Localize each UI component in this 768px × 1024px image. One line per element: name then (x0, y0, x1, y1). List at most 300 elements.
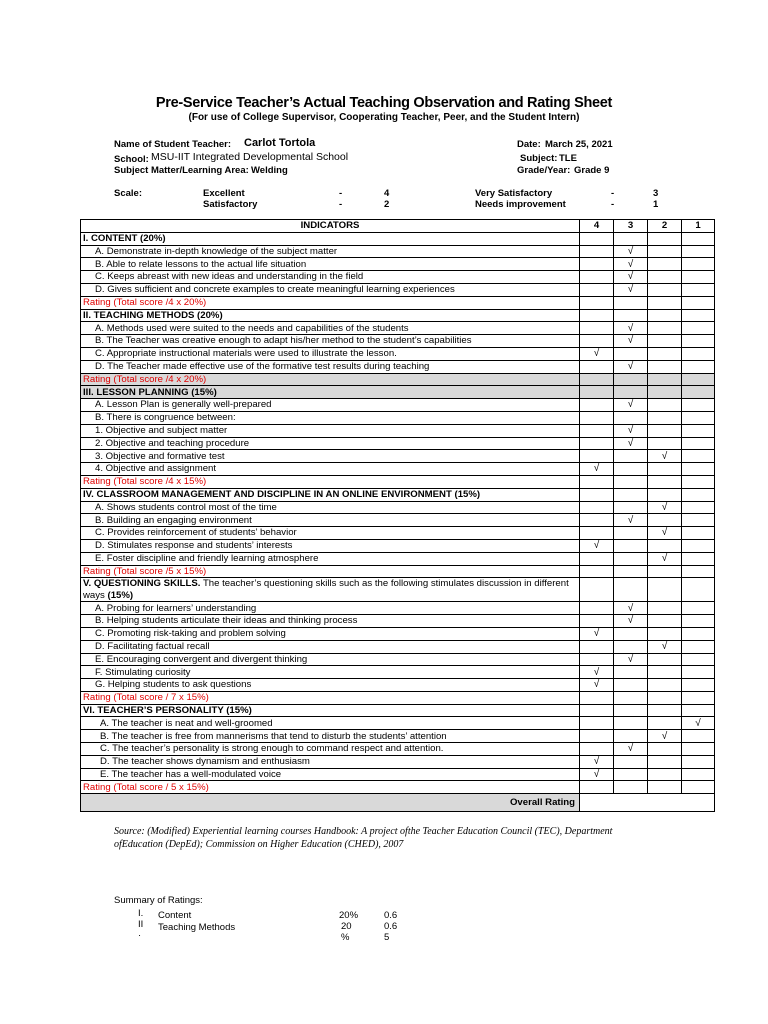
indicator-row (81, 411, 715, 424)
score-cell-4 (580, 232, 614, 245)
score-cell-4 (580, 424, 614, 437)
indicator-text: C. Keeps abreast with new ideas and understanding in the field (81, 271, 580, 284)
score-cell-4 (580, 488, 614, 501)
subject-area-value: Welding (251, 165, 288, 176)
scale-very-satisfactory-value: 3 (653, 188, 659, 199)
scale-excellent-value: 4 (384, 188, 390, 199)
indicator-text: B. Building an engaging environment (81, 514, 580, 527)
score-cell-3 (614, 781, 648, 794)
indicator-text: B. The Teacher was creative enough to adapt his/her method to the student’s capabilities (81, 335, 580, 348)
indicator-text: B. Helping students articulate their ideas and thinking process (81, 615, 580, 628)
overall-rating-row (81, 794, 715, 812)
indicator-row (81, 360, 715, 373)
score-cell-4 (580, 437, 614, 450)
score-cell-4 (580, 640, 614, 653)
indicator-row (81, 283, 715, 296)
score-cell-2 (648, 717, 682, 730)
score-cell-1 (682, 450, 715, 463)
score-cell-2 (648, 488, 682, 501)
section-heading (81, 578, 580, 602)
indicator-text: E. Encouraging convergent and divergent thinking (81, 653, 580, 666)
score-cell-2 (648, 666, 682, 679)
score-cell-1 (682, 552, 715, 565)
indicator-text: D. Stimulates response and students’ interests (81, 539, 580, 552)
section-heading: II. TEACHING METHODS (20%) (81, 309, 580, 322)
rating-formula: Rating (Total score /4 x 20%) (81, 296, 580, 309)
scale-excellent-dash: - (339, 188, 343, 199)
score-cell-3 (614, 527, 648, 540)
score-cell-3 (614, 386, 648, 399)
scale-satisfactory-dash: - (339, 199, 343, 210)
check-mark-icon: √ (614, 399, 648, 412)
indicator-text: B. The teacher is free from mannerisms that tend to disturb the students’ attention (81, 730, 580, 743)
check-mark-icon: √ (580, 627, 614, 640)
score-cell-3 (614, 475, 648, 488)
indicator-text: A. Demonstrate in-depth knowledge of the subject matter (81, 245, 580, 258)
rating-formula: Rating (Total score /4 x 15%) (81, 475, 580, 488)
indicator-row (81, 347, 715, 360)
score-cell-2 (648, 565, 682, 578)
section-description: The teacher’s questioning skills such as the following stimulates discussion in different ways (83, 578, 569, 601)
indicator-text: B. Able to relate lessons to the actual life situation (81, 258, 580, 271)
check-mark-icon: √ (648, 527, 682, 540)
indicator-row (81, 258, 715, 271)
score-cell-4 (580, 360, 614, 373)
check-mark-icon: √ (580, 679, 614, 692)
section-row (81, 386, 715, 399)
summary-row-num: II (138, 919, 144, 930)
check-mark-icon: √ (648, 640, 682, 653)
score-cell-3 (614, 679, 648, 692)
scale-needs-improvement-label: Needs improvement (475, 199, 566, 210)
check-mark-icon: √ (614, 245, 648, 258)
score-cell-4 (580, 565, 614, 578)
section-row (81, 578, 715, 602)
score-cell-1 (682, 501, 715, 514)
summary-row-name: Content (158, 910, 192, 921)
score-cell-1 (682, 335, 715, 348)
score-cell-1 (682, 691, 715, 704)
scale-needs-improvement-value: 1 (653, 199, 659, 210)
score-cell-2 (648, 283, 682, 296)
score-cell-4 (580, 691, 614, 704)
score-cell-2 (648, 781, 682, 794)
score-cell-4 (580, 653, 614, 666)
score-cell-1 (682, 373, 715, 386)
indicator-text: B. There is congruence between: (81, 411, 580, 424)
indicator-row (81, 463, 715, 476)
indicator-text: 2. Objective and teaching procedure (81, 437, 580, 450)
score-cell-3 (614, 565, 648, 578)
rating-formula-row (81, 296, 715, 309)
check-mark-icon: √ (614, 322, 648, 335)
score-cell-2 (648, 347, 682, 360)
section-row (81, 704, 715, 717)
indicator-text: C. The teacher’s personality is strong enough to command respect and attention. (81, 743, 580, 756)
score-cell-4 (580, 730, 614, 743)
indicator-text: A. Shows students control most of the time (81, 501, 580, 514)
score-cell-1 (682, 666, 715, 679)
indicator-row (81, 539, 715, 552)
header-score-1: 1 (682, 220, 715, 233)
score-cell-1 (682, 437, 715, 450)
score-cell-2 (648, 245, 682, 258)
indicator-row (81, 552, 715, 565)
summary-row-name: Teaching Methods (158, 922, 236, 933)
check-mark-icon: √ (648, 552, 682, 565)
score-cell-1 (682, 386, 715, 399)
section-weight: (15%) (104, 589, 134, 601)
indicator-row (81, 322, 715, 335)
score-cell-2 (648, 271, 682, 284)
section-heading: I. CONTENT (20%) (81, 232, 580, 245)
indicator-text: C. Provides reinforcement of students’ behavior (81, 527, 580, 540)
indicator-row (81, 679, 715, 692)
score-cell-2 (648, 232, 682, 245)
section-heading: VI. TEACHER’S PERSONALITY (15%) (81, 704, 580, 717)
indicator-text: D. Facilitating factual recall (81, 640, 580, 653)
check-mark-icon: √ (614, 615, 648, 628)
summary-row-num: I. (138, 908, 144, 919)
indicator-row (81, 755, 715, 768)
score-cell-3 (614, 691, 648, 704)
score-cell-4 (580, 411, 614, 424)
header-score-4: 4 (580, 220, 614, 233)
indicator-row (81, 424, 715, 437)
summary-row-pct: 20% (339, 910, 359, 921)
rating-formula-row (81, 781, 715, 794)
scale-satisfactory-label: Satisfactory (203, 199, 258, 210)
score-cell-4 (580, 258, 614, 271)
score-cell-1 (682, 704, 715, 717)
scale-very-satisfactory-label: Very Satisfactory (475, 188, 553, 199)
score-cell-2 (648, 578, 682, 602)
check-mark-icon: √ (682, 717, 715, 730)
section-heading: III. LESSON PLANNING (15%) (81, 386, 580, 399)
score-cell-3 (614, 768, 648, 781)
score-cell-3 (614, 463, 648, 476)
score-cell-2 (648, 755, 682, 768)
check-mark-icon: √ (614, 283, 648, 296)
subject-value: TLE (559, 153, 577, 164)
check-mark-icon: √ (614, 258, 648, 271)
indicator-text: D. The Teacher made effective use of the formative test results during teaching (81, 360, 580, 373)
indicator-text: E. Foster discipline and friendly learning atmosphere (81, 552, 580, 565)
summary-row-score: 0.6 (384, 910, 398, 921)
score-cell-1 (682, 347, 715, 360)
score-cell-4 (580, 335, 614, 348)
date-value: March 25, 2021 (545, 139, 613, 150)
score-cell-3 (614, 640, 648, 653)
score-cell-1 (682, 424, 715, 437)
score-cell-3 (614, 666, 648, 679)
check-mark-icon: √ (614, 602, 648, 615)
summary-row-num: · (138, 930, 142, 941)
score-cell-1 (682, 399, 715, 412)
indicator-text: A. Methods used were suited to the needs and capabilities of the students (81, 322, 580, 335)
score-cell-3 (614, 450, 648, 463)
score-cell-3 (614, 309, 648, 322)
scale-excellent-label: Excellent (203, 188, 245, 199)
score-cell-2 (648, 653, 682, 666)
indicator-text: F. Stimulating curiosity (81, 666, 580, 679)
check-mark-icon: √ (614, 360, 648, 373)
indicator-text: C. Appropriate instructional materials were used to illustrate the lesson. (81, 347, 580, 360)
score-cell-1 (682, 755, 715, 768)
indicator-text: C. Promoting risk-taking and problem solving (81, 627, 580, 640)
rating-formula-row (81, 475, 715, 488)
check-mark-icon: √ (648, 501, 682, 514)
score-cell-1 (682, 296, 715, 309)
summary-title: Summary of Ratings: (114, 895, 203, 906)
check-mark-icon: √ (580, 347, 614, 360)
student-name-value: Carlot Tortola (244, 137, 316, 149)
score-cell-4 (580, 271, 614, 284)
scale-needs-improvement-dash: - (611, 199, 615, 210)
score-cell-3 (614, 755, 648, 768)
score-cell-1 (682, 743, 715, 756)
score-cell-4 (580, 450, 614, 463)
date-label: Date: (517, 139, 541, 150)
indicator-text: G. Helping students to ask questions (81, 679, 580, 692)
score-cell-1 (682, 322, 715, 335)
score-cell-4 (580, 373, 614, 386)
score-cell-1 (682, 283, 715, 296)
score-cell-4 (580, 717, 614, 730)
check-mark-icon: √ (580, 666, 614, 679)
check-mark-icon: √ (648, 450, 682, 463)
score-cell-4 (580, 322, 614, 335)
score-cell-3 (614, 578, 648, 602)
score-cell-4 (580, 743, 614, 756)
check-mark-icon: √ (614, 514, 648, 527)
score-cell-1 (682, 539, 715, 552)
score-cell-1 (682, 578, 715, 602)
scale-satisfactory-value: 2 (384, 199, 390, 210)
check-mark-icon: √ (580, 768, 614, 781)
score-cell-1 (682, 679, 715, 692)
score-cell-4 (580, 245, 614, 258)
score-cell-1 (682, 615, 715, 628)
score-cell-1 (682, 360, 715, 373)
indicator-row (81, 640, 715, 653)
summary-row-score: 5 (384, 932, 390, 943)
check-mark-icon: √ (614, 653, 648, 666)
score-cell-2 (648, 539, 682, 552)
indicator-row (81, 717, 715, 730)
score-cell-4 (580, 399, 614, 412)
score-cell-2 (648, 322, 682, 335)
score-cell-4 (580, 527, 614, 540)
score-cell-3 (614, 411, 648, 424)
check-mark-icon: √ (580, 755, 614, 768)
rating-formula-row (81, 691, 715, 704)
score-cell-1 (682, 527, 715, 540)
score-cell-4 (580, 309, 614, 322)
score-cell-1 (682, 463, 715, 476)
score-cell-2 (648, 475, 682, 488)
section-row (81, 232, 715, 245)
section-row (81, 488, 715, 501)
score-cell-1 (682, 309, 715, 322)
source-citation: Source: (Modified) Experiential learning courses Handbook: A project ofthe Teacher Education Council (TEC), Department ofEducation (DepEd); Commission on Higher Education (CHED), 2007 (114, 826, 613, 850)
score-cell-2 (648, 309, 682, 322)
indicator-row (81, 602, 715, 615)
score-cell-2 (648, 602, 682, 615)
score-cell-2 (648, 411, 682, 424)
check-mark-icon: √ (648, 730, 682, 743)
score-cell-1 (682, 565, 715, 578)
score-cell-4 (580, 283, 614, 296)
check-mark-icon: √ (614, 743, 648, 756)
indicator-row (81, 527, 715, 540)
score-cell-2 (648, 399, 682, 412)
indicator-text: 3. Objective and formative test (81, 450, 580, 463)
subject-label: Subject: (520, 153, 558, 164)
section-title: V. QUESTIONING SKILLS. (83, 578, 201, 590)
score-cell-2 (648, 360, 682, 373)
indicator-row (81, 666, 715, 679)
section-row (81, 309, 715, 322)
rating-formula-row (81, 565, 715, 578)
score-cell-3 (614, 501, 648, 514)
check-mark-icon: √ (614, 437, 648, 450)
indicator-row (81, 335, 715, 348)
indicator-text: 4. Objective and assignment (81, 463, 580, 476)
school-label: School: (114, 154, 149, 165)
header-score-2: 2 (648, 220, 682, 233)
score-cell-2 (648, 296, 682, 309)
indicator-row (81, 653, 715, 666)
indicator-text: 1. Objective and subject matter (81, 424, 580, 437)
indicator-row (81, 437, 715, 450)
rating-table-body (81, 232, 715, 793)
score-cell-3 (614, 373, 648, 386)
score-cell-2 (648, 691, 682, 704)
score-cell-2 (648, 514, 682, 527)
score-cell-1 (682, 627, 715, 640)
score-cell-1 (682, 232, 715, 245)
summary-row-pct: 20 (341, 921, 352, 932)
score-cell-2 (648, 615, 682, 628)
score-cell-1 (682, 245, 715, 258)
indicator-row (81, 627, 715, 640)
score-cell-3 (614, 627, 648, 640)
indicator-text: D. Gives sufficient and concrete examples to create meaningful learning experiences (81, 283, 580, 296)
score-cell-1 (682, 488, 715, 501)
score-cell-2 (648, 743, 682, 756)
score-cell-4 (580, 514, 614, 527)
score-cell-3 (614, 552, 648, 565)
indicator-row (81, 514, 715, 527)
indicator-row (81, 743, 715, 756)
score-cell-4 (580, 615, 614, 628)
indicator-text: A. Probing for learners’ understanding (81, 602, 580, 615)
indicator-row (81, 245, 715, 258)
score-cell-4 (580, 501, 614, 514)
score-cell-3 (614, 347, 648, 360)
grade-value: Grade 9 (574, 165, 610, 176)
indicator-row (81, 501, 715, 514)
scale-label: Scale: (114, 188, 142, 199)
score-cell-4 (580, 296, 614, 309)
score-cell-2 (648, 424, 682, 437)
grade-label: Grade/Year: (517, 165, 571, 176)
check-mark-icon: √ (580, 539, 614, 552)
score-cell-2 (648, 704, 682, 717)
score-cell-3 (614, 488, 648, 501)
score-cell-1 (682, 271, 715, 284)
score-cell-2 (648, 258, 682, 271)
header-indicators: INDICATORS (81, 220, 580, 233)
overall-rating-label: Overall Rating (81, 794, 580, 812)
rating-formula-row (81, 373, 715, 386)
check-mark-icon: √ (614, 335, 648, 348)
score-cell-1 (682, 768, 715, 781)
score-cell-3 (614, 717, 648, 730)
check-mark-icon: √ (580, 463, 614, 476)
student-name-label: Name of Student Teacher: (114, 139, 232, 150)
score-cell-4 (580, 578, 614, 602)
check-mark-icon: √ (614, 424, 648, 437)
indicator-row (81, 768, 715, 781)
score-cell-1 (682, 781, 715, 794)
indicator-row (81, 399, 715, 412)
score-cell-2 (648, 437, 682, 450)
scale-very-satisfactory-dash: - (611, 188, 615, 199)
indicator-text: E. The teacher has a well-modulated voice (81, 768, 580, 781)
score-cell-1 (682, 730, 715, 743)
score-cell-4 (580, 704, 614, 717)
score-cell-4 (580, 386, 614, 399)
score-cell-3 (614, 232, 648, 245)
score-cell-2 (648, 463, 682, 476)
score-cell-1 (682, 411, 715, 424)
indicator-text: A. Lesson Plan is generally well-prepared (81, 399, 580, 412)
score-cell-2 (648, 373, 682, 386)
rating-formula: Rating (Total score /4 x 20%) (81, 373, 580, 386)
indicator-row (81, 730, 715, 743)
score-cell-1 (682, 475, 715, 488)
indicator-row (81, 615, 715, 628)
score-cell-3 (614, 730, 648, 743)
indicator-row (81, 271, 715, 284)
summary-row-score: 0.6 (384, 921, 398, 932)
summary-row-pct: % (341, 932, 350, 943)
rating-formula: Rating (Total score /5 x 15%) (81, 565, 580, 578)
score-cell-1 (682, 514, 715, 527)
score-cell-1 (682, 640, 715, 653)
score-cell-1 (682, 258, 715, 271)
overall-rating-value (580, 794, 715, 812)
subject-area-label: Subject Matter/Learning Area: (114, 165, 249, 176)
score-cell-1 (682, 602, 715, 615)
section-heading: IV. CLASSROOM MANAGEMENT AND DISCIPLINE IN AN ONLINE ENVIRONMENT (15%) (81, 488, 580, 501)
score-cell-4 (580, 602, 614, 615)
document-subtitle: (For use of College Supervisor, Cooperating Teacher, Peer, and the Student Intern) (188, 112, 580, 123)
score-cell-2 (648, 768, 682, 781)
score-cell-4 (580, 781, 614, 794)
score-cell-4 (580, 475, 614, 488)
school-value: MSU-IIT Integrated Developmental School (151, 151, 349, 163)
table-header-row (81, 220, 715, 233)
indicator-text: D. The teacher shows dynamism and enthusiasm (81, 755, 580, 768)
score-cell-3 (614, 296, 648, 309)
rating-table (80, 219, 715, 812)
header-score-3: 3 (614, 220, 648, 233)
score-cell-3 (614, 539, 648, 552)
score-cell-2 (648, 386, 682, 399)
